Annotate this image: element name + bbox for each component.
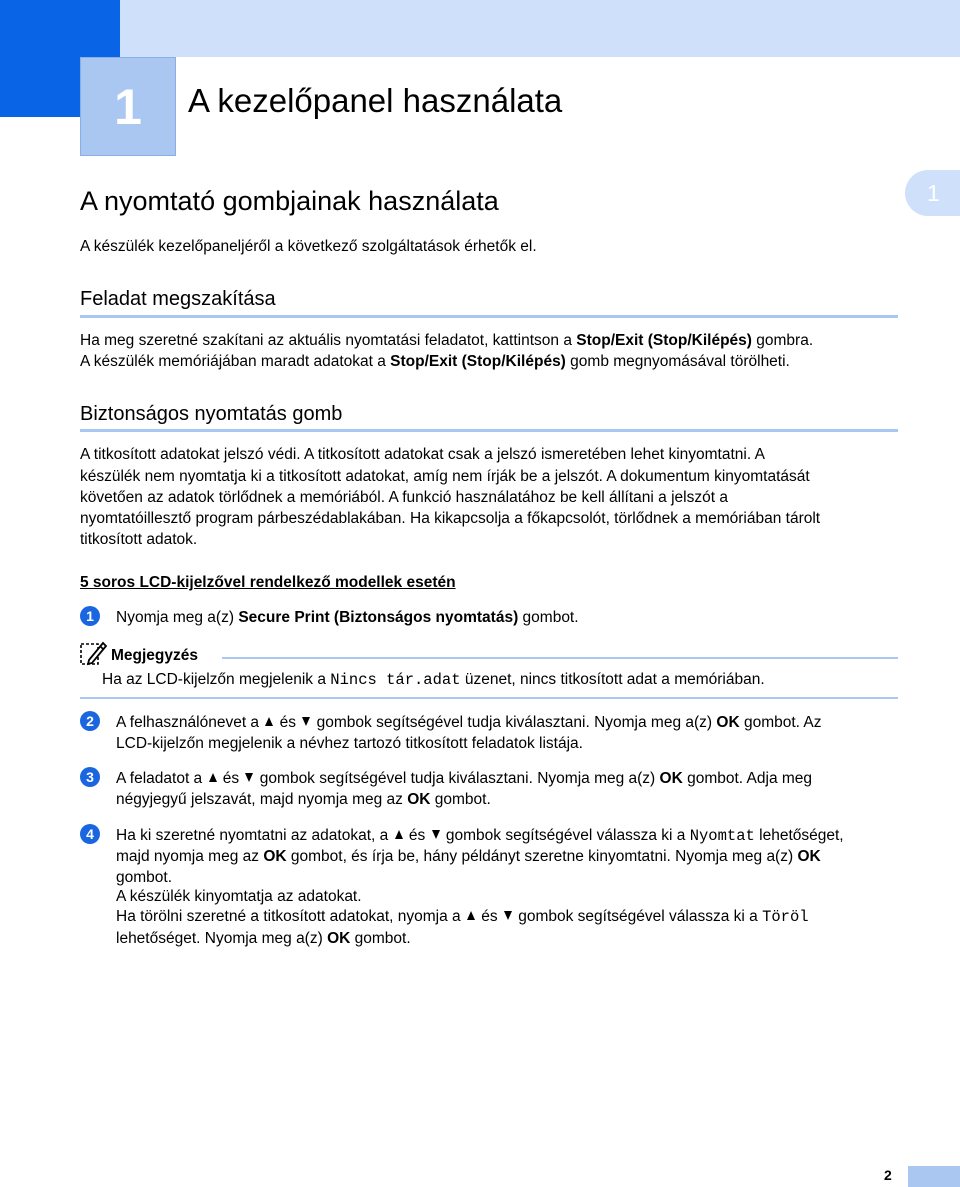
secure-line-2: készülék nem nyomtatja ki a titkosított adatokat, amíg nem írják be a jelszót. A dokumentum kinyomtatását [80, 468, 810, 485]
chapter-number: 1 [80, 57, 176, 156]
step-3-line-1: A feladatot a és gombok segítségével tudja kiválasztani. Nyomja meg a(z) OK gombot. Adja meg [116, 770, 813, 787]
step-4-line-6: lehetőséget. Nyomja meg a(z) OK gombot. [116, 930, 411, 947]
up-arrow-icon [467, 911, 475, 920]
step-4-line-4: A készülék kinyomtatja az adatokat. [116, 888, 362, 905]
chapter-tab: 1 [905, 170, 960, 216]
job-cancel-line-1: Ha meg szeretné szakítani az aktuális nyomtatási feladatot, kattintson a Stop/Exit (Stop/Kilépés) gombra. [80, 332, 814, 349]
secure-line-1: A titkosított adatokat jelszó védi. A titkosított adatokat csak a jelszó ismeretében lehet kinyomtatni. A [80, 446, 765, 463]
secure-print-title: Biztonságos nyomtatás gomb [80, 403, 343, 425]
down-arrow-icon [504, 911, 512, 920]
note-title: Megjegyzés [111, 647, 199, 664]
job-cancel-line-2: A készülék memóriájában maradt adatokat a Stop/Exit (Stop/Kilépés) gomb megnyomásával törölheti. [80, 353, 790, 370]
page-number: 2 [884, 1167, 892, 1183]
step-3-icon: 3 [80, 767, 100, 787]
step-1-text: Nyomja meg a(z) Secure Print (Biztonságos nyomtatás) gombot. [116, 609, 579, 626]
up-arrow-icon [265, 717, 273, 726]
step-4-line-2: majd nyomja meg az OK gombot, és írja be, hány példányt szeretne kinyomtatni. Nyomja meg a(z) OK [116, 848, 821, 865]
up-arrow-icon [209, 773, 217, 782]
step-2-line-1: A felhasználónevet a és gombok segítségével tudja kiválasztani. Nyomja meg a(z) OK gombot. Az [116, 714, 822, 731]
step-4-line-3: gombot. [116, 869, 173, 886]
note-text: Ha az LCD-kijelzőn megjelenik a Nincs tár.adat üzenet, nincs titkosított adat a memóriában. [102, 671, 765, 689]
secure-line-4: nyomtatóillesztő program párbeszédablakában. Ha kikapcsolja a főkapcsolót, törlődnek a memóriában tárolt [80, 510, 821, 527]
step-3-line-2: négyjegyű jelszavát, majd nyomja meg az OK gombot. [116, 791, 491, 808]
step-4-icon: 4 [80, 824, 100, 844]
chapter-title: A kezelőpanel használata [188, 82, 563, 119]
note-pencil-icon [80, 639, 108, 667]
down-arrow-icon [302, 717, 310, 726]
section-title: A nyomtató gombjainak használata [80, 186, 499, 216]
down-arrow-icon [245, 773, 253, 782]
secure-line-5: titkosított adatok. [80, 531, 198, 548]
section-intro: A készülék kezelőpaneljéről a következő szolgáltatások érhetők el. [80, 238, 537, 255]
header-band-light [120, 0, 960, 57]
model-heading: 5 soros LCD-kijelzővel rendelkező modellek esetén [80, 574, 456, 591]
footer-bar [908, 1166, 960, 1187]
secure-line-3: követően az adatok törlődnek a memóriából. A funkció használatához be kell állítani a jelszót a [80, 489, 728, 506]
down-arrow-icon [432, 830, 440, 839]
job-cancel-title: Feladat megszakítása [80, 288, 276, 310]
job-cancel-rule [80, 315, 898, 318]
step-4-line-5: Ha törölni szeretné a titkosított adatokat, nyomja a és gombok segítségével válassza ki a Töröl [116, 908, 809, 926]
step-1-icon: 1 [80, 606, 100, 626]
up-arrow-icon [395, 830, 403, 839]
note-bottom-rule [80, 697, 898, 699]
secure-print-rule [80, 429, 898, 432]
step-2-icon: 2 [80, 711, 100, 731]
note-top-rule [222, 657, 898, 659]
step-2-line-2: LCD-kijelzőn megjelenik a névhez tartozó titkosított feladatok listája. [116, 735, 583, 752]
step-4-line-1: Ha ki szeretné nyomtatni az adatokat, a és gombok segítségével válassza ki a Nyomtat lehetőséget, [116, 827, 844, 845]
